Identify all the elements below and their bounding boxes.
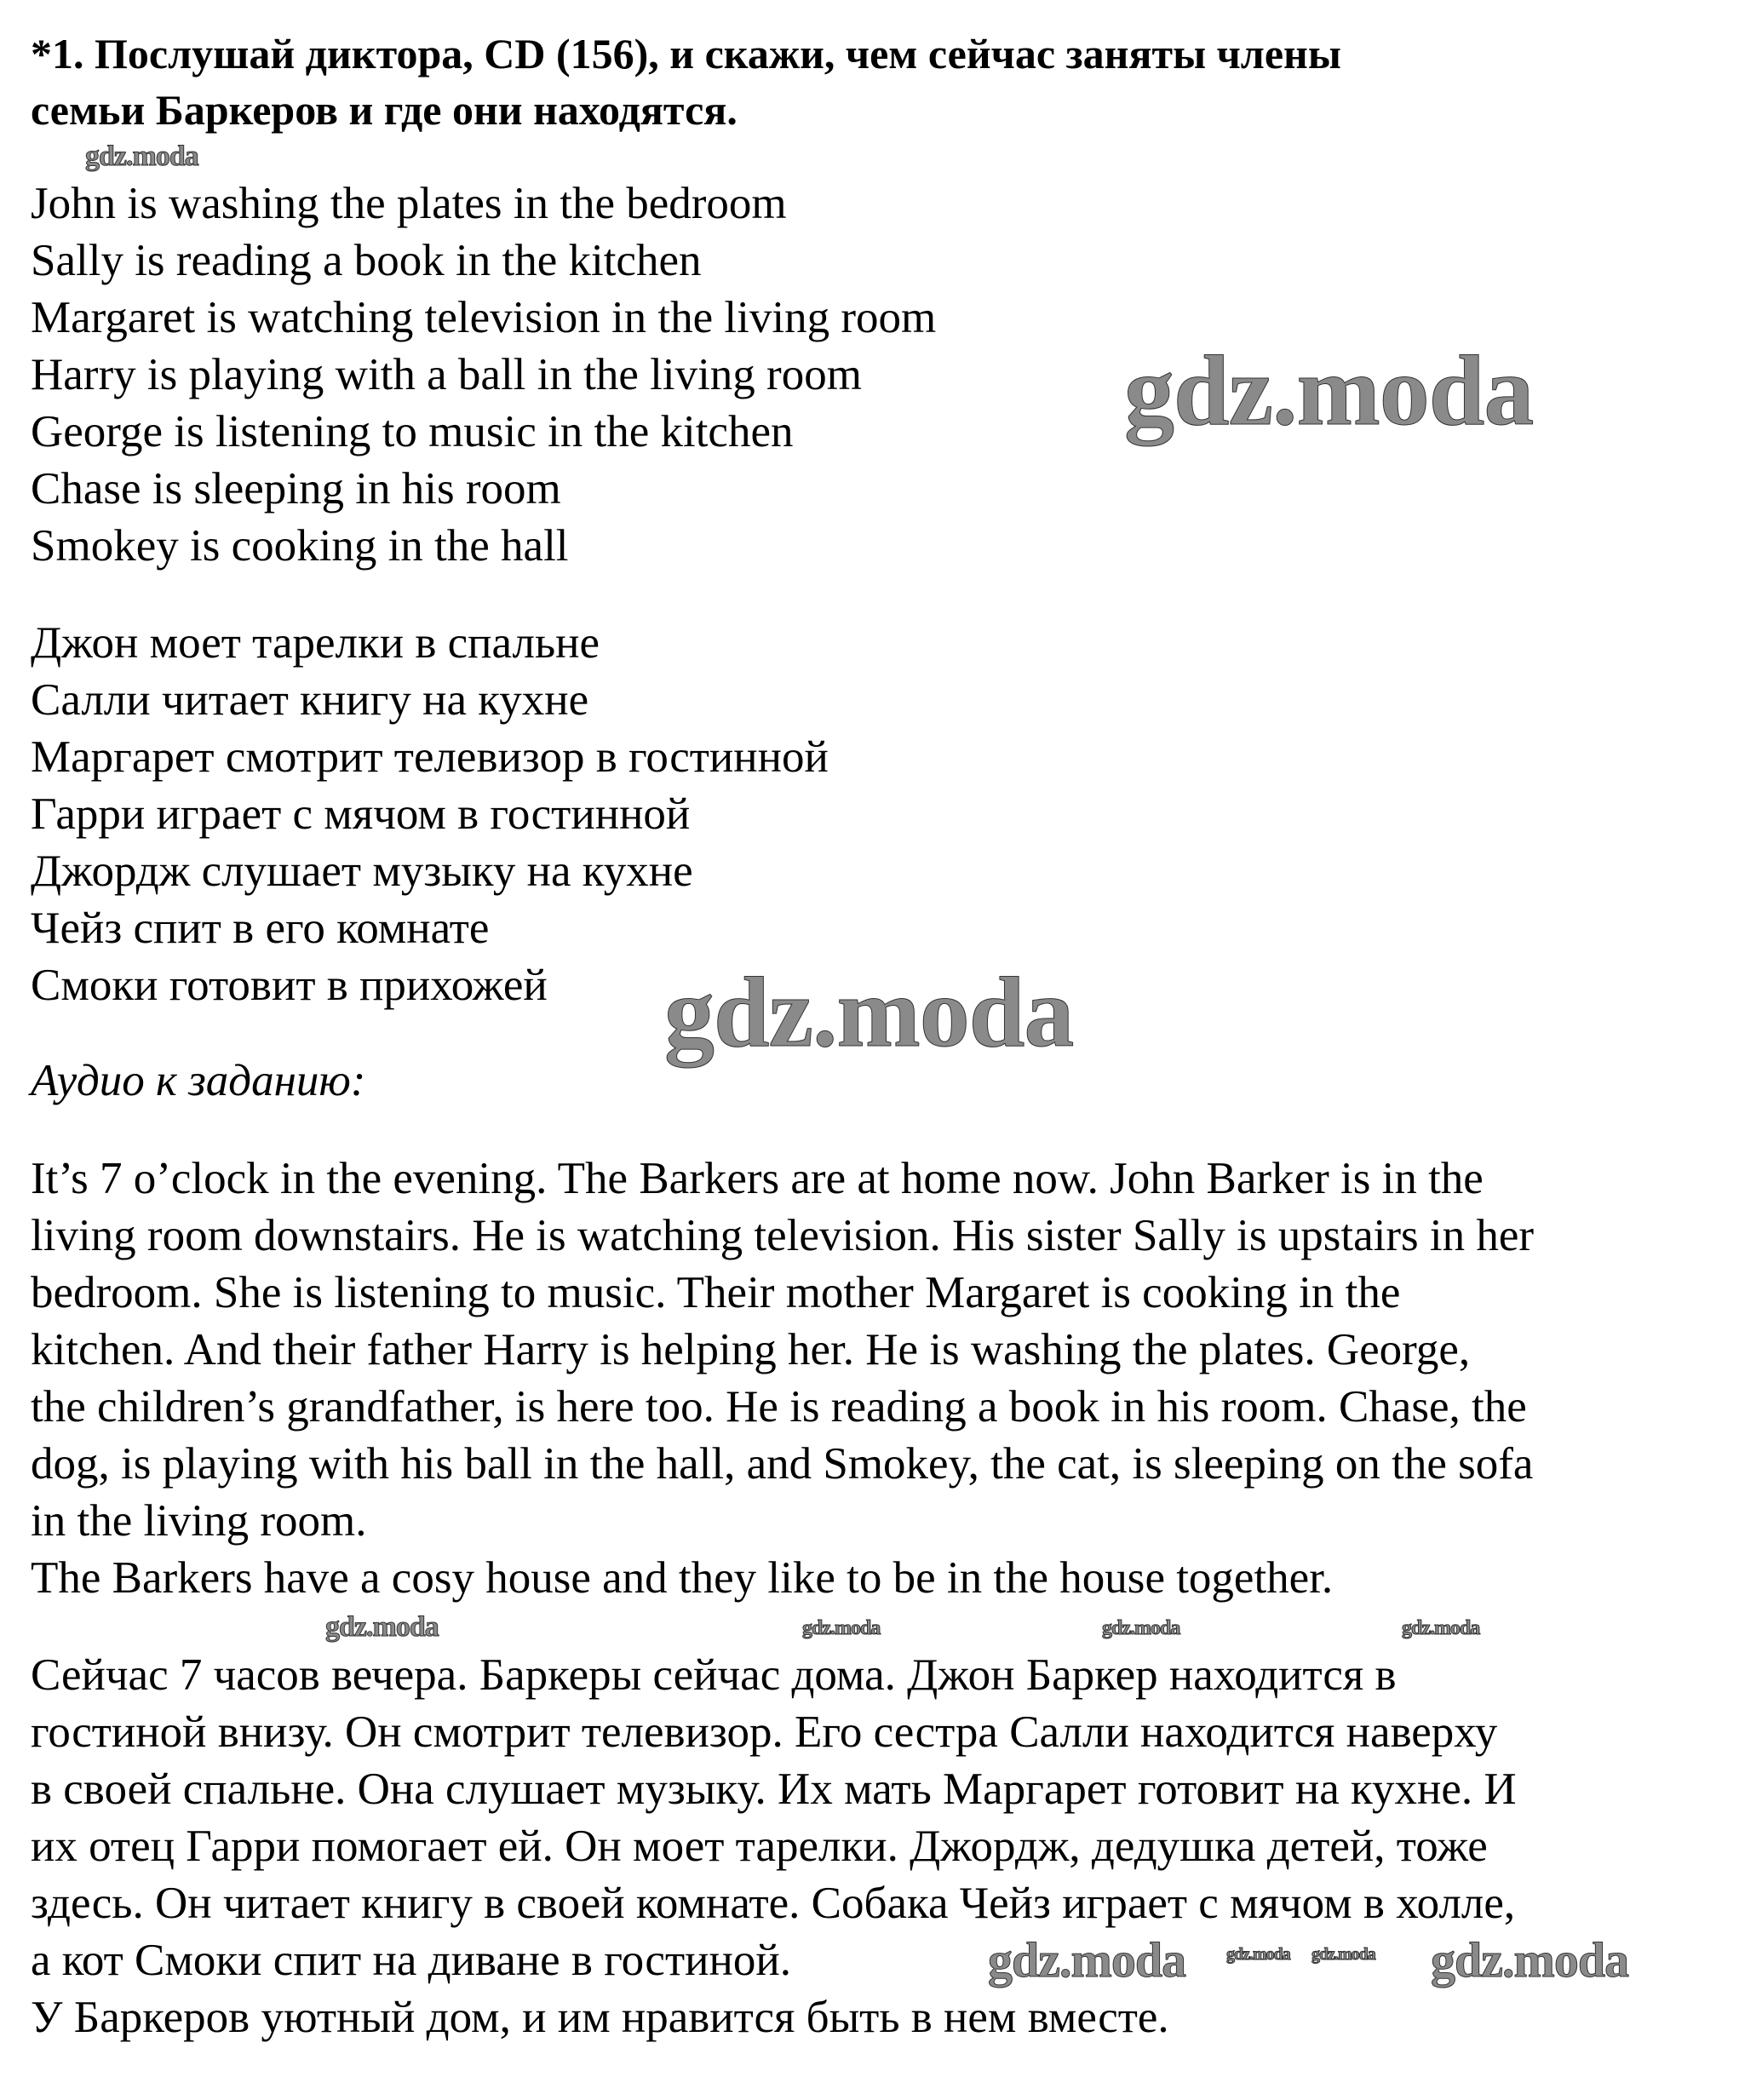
answer-line: John is washing the plates in the bedroom (31, 179, 787, 228)
watermark: gdz.moda (1124, 335, 1534, 446)
transcript-line: bedroom. She is listening to music. Their mother Margaret is cooking in the (31, 1268, 1401, 1317)
answer-line: George is listening to music in the kitchen (31, 407, 794, 456)
watermark: gdz.moda (1431, 1932, 1629, 1988)
transcript-line: здесь. Он читает книгу в своей комнате. Собака Чейз играет с мячом в холле, (31, 1879, 1516, 1928)
transcript-line: in the living room. (31, 1496, 367, 1546)
transcript-line: а кот Смоки спит на диване в гостиной. (31, 1936, 791, 1985)
watermark: gdz.moda (988, 1932, 1186, 1988)
answer-line: Smokey is cooking in the hall (31, 521, 569, 571)
audio-label: Аудио к заданию: (31, 1056, 366, 1105)
answer-line: Джон моет тарелки в спальне (31, 618, 600, 668)
answer-line: Маргарет смотрит телевизор в гостинной (31, 732, 829, 782)
transcript-line: dog, is playing with his ball in the hall, and Smokey, the cat, is sleeping on the sofa (31, 1439, 1534, 1489)
answer-line: Чейз спит в его комнате (31, 904, 490, 953)
watermark: gdz.moda (1402, 1617, 1480, 1639)
watermark: gdz.moda (802, 1617, 881, 1639)
transcript-line: living room downstairs. He is watching television. His sister Sally is upstairs in her (31, 1211, 1535, 1260)
title-line: семьи Баркеров и где они находятся. (31, 86, 737, 134)
transcript-line: The Barkers have a cosy house and they like to be in the house together. (31, 1553, 1334, 1603)
transcript-line: kitchen. And their father Harry is helping her. He is washing the plates. George, (31, 1325, 1471, 1374)
transcript-line: the children’s grandfather, is here too. He is reading a book in his room. Chase, the (31, 1382, 1527, 1432)
watermark: gdz.moda (664, 956, 1074, 1068)
transcript-line: Сейчас 7 часов вечера. Баркеры сейчас дома. Джон Баркер находится в (31, 1650, 1397, 1700)
answer-line: Гарри играет с мячом в гостинной (31, 789, 691, 839)
watermark: gdz.moda (85, 141, 198, 172)
answer-line: Harry is playing with a ball in the living room (31, 350, 862, 399)
answer-line: Джордж слушает музыку на кухне (31, 846, 693, 896)
transcript-line: It’s 7 o’clock in the evening. The Barkers are at home now. John Barker is in the (31, 1154, 1484, 1203)
transcript-line: У Баркеров уютный дом, и им нравится быть в нем вместе. (31, 1993, 1169, 2042)
answer-line: Chase is sleeping in his room (31, 464, 561, 514)
title-line: *1. Послушай диктора, CD (156), и скажи, чем сейчас заняты члены (31, 30, 1341, 77)
answer-line: Салли читает книгу на кухне (31, 675, 589, 725)
transcript-line: их отец Гарри помогает ей. Он моет тарелки. Джордж, дедушка детей, тоже (31, 1822, 1488, 1871)
transcript-line: гостиной внизу. Он смотрит телевизор. Его сестра Салли находится наверху (31, 1707, 1498, 1757)
answer-line: Смоки готовит в прихожей (31, 961, 548, 1010)
transcript-line: в своей спальне. Она слушает музыку. Их мать Маргарет готовит на кухне. И (31, 1764, 1517, 1814)
watermark: gdz.moda (1226, 1945, 1290, 1964)
watermark: gdz.moda (325, 1611, 439, 1643)
watermark: gdz.moda (1102, 1617, 1180, 1639)
watermark: gdz.moda (1311, 1945, 1375, 1964)
answer-line: Margaret is watching television in the living room (31, 293, 937, 342)
answer-line: Sally is reading a book in the kitchen (31, 236, 702, 285)
